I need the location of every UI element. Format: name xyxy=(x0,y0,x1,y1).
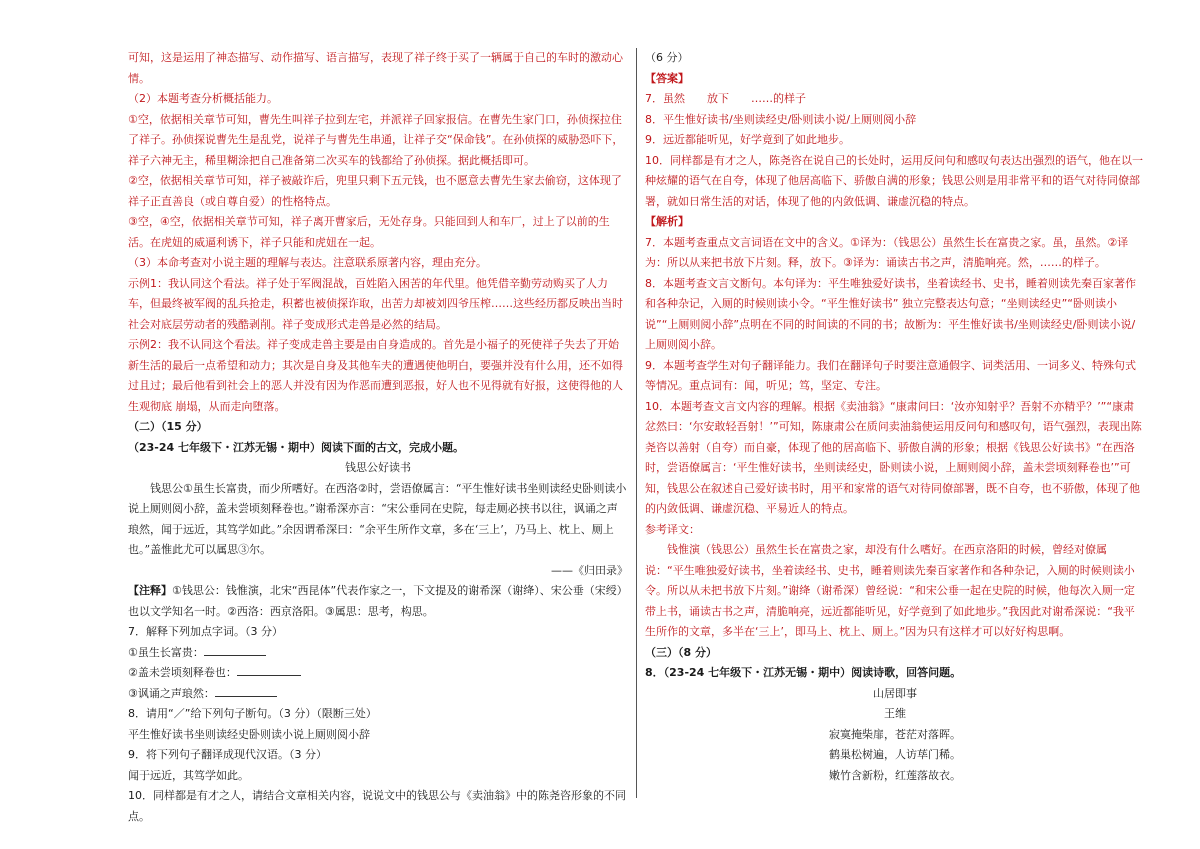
reference-translation: 钱惟演（钱思公）虽然生长在富贵之家，却没有什么嗜好。在西京洛阳的时候，曾经对僚属说：“平生唯独爱好读书，坐着读经书、史书，睡着则读先秦百家著作和各种杂记，入厕的时候则读小令。所以从未把书放下片刻。”谢绛（谢希深）曾经说：“和宋公垂一起在史院的时候，他每次入厕一定带上书，诵读古书之声，清脆响亮，远近都能听见，好学竟到了如此地步。”我因此对谢希深说：“我平生所作的文章，多半在‘三上’，即马上、枕上、厕上。”因为只有这样才可以好好构思啊。 xyxy=(645,543,1135,638)
question-8-text: 平生惟好读书坐则读经史卧则读小说上厕则阅小辞 xyxy=(128,727,370,741)
reference-label: 参考译文： xyxy=(645,522,700,536)
answer-text: ②空，依据相关章节可知，祥子被敲诈后，兜里只剩下五元钱，也不愿意去曹先生家去偷窃，这体现了祥子正直善良（或自尊自爱）的性格特点。 xyxy=(128,174,622,208)
passage-quote: “余平生所作文章，多在‘三上’，乃马上、枕上、厕上也。”盖惟此尤可以属思③尔。 xyxy=(128,522,614,556)
question-7-item xyxy=(128,684,628,705)
answer-text: ①空，依据相关章节可知，曹先生叫祥子拉到左宅，并派祥子回家报信。在曹先生家门口，孙侦探拉住了祥子。孙侦探说曹先生是乱党，说祥子与曹先生串通，让祥子交“保命钱”。在孙侦探的威胁恐吓下，祥子六神无主，稀里糊涂把自己准备第二次买车的钱都给了孙侦探。据此概括即可。 xyxy=(128,112,624,167)
answer-blank[interactable] xyxy=(237,664,301,676)
question-7: 7．解释下列加点字词。（3 分） xyxy=(128,625,283,638)
analysis-7: 7．本题考查重点文言词语在文中的含义。①译为：（钱思公）虽然生长在富贵之家。虽，虽然。②译为：所以从来把书放下片刻。释，放下。③译为：诵读古书之声，清脆响亮。然，……的样子。 xyxy=(645,235,1129,269)
passage-part: 钱思公①虽生长富贵，而少所嗜好。在西洛②时，尝语僚属言： xyxy=(150,481,456,495)
answer-text: （2）本题考查分析概括能力。 xyxy=(128,92,278,105)
right-column xyxy=(645,48,1145,786)
question-9: 9．将下列句子翻译成现代汉语。（3 分） xyxy=(128,748,327,761)
analysis-9: 9．本题考查学生对句子翻译能力。我们在翻译句子时要注意通假字、词类活用、一词多义、特殊句式等情况。重点词有：闻，听见；笃，坚定、专注。 xyxy=(645,358,1136,392)
poem-line: 嫩竹含新粉，红莲落故衣。 xyxy=(829,768,961,782)
passage-title: 钱思公好读书 xyxy=(345,461,411,474)
column-divider xyxy=(636,48,637,798)
section-heading: （二）（15 分） xyxy=(128,420,208,433)
notes-label: 【注释】 xyxy=(128,584,172,597)
item-label: ①虽生长富贵： xyxy=(128,645,204,659)
question-intro: （23-24 七年级下・江苏无锡・期中）阅读下面的古文，完成小题。 xyxy=(128,440,465,454)
analysis-8: 8．本题考查文言文断句。本句译为：平生唯独爱好读书，坐着读经书、史书，睡着则读先秦百家著作和各种杂记，入厕的时候则读小令。“平生惟好读书” 独立完整表达句意；“坐则读经史”“卧则读小说”“上厕则阅小辞”点明在不同的时间读的不同的书；故断为：平生惟好读书/坐则读经史/卧则读小说/上厕则阅小辞。 xyxy=(645,276,1136,351)
poem-title: 山居即事 xyxy=(873,686,917,700)
passage-text xyxy=(128,479,628,561)
poem-line: 鹤巢松树遍，人访荜门稀。 xyxy=(829,748,961,761)
section-heading: （三）（8 分） xyxy=(645,645,717,659)
answer-9: 9．远近都能听见，好学竟到了如此地步。 xyxy=(645,133,850,146)
poem-line: 寂寞掩柴扉，苍茫对落晖。 xyxy=(829,727,961,741)
passage-quote: “平生惟好读书坐则读经史卧则读小说上厕则阅小辞，盖未尝顷刻释卷也。”谢希深亦言： xyxy=(128,481,627,515)
passage-quote: “宋公垂同在史院，每走厕必挟书以往，讽诵之声琅然，闻于远近，其笃学如此。”余因谓希深曰： xyxy=(128,502,618,536)
notes xyxy=(128,581,628,622)
question-8: 8．请用“／”给下列句子断句。（3 分）（限断三处） xyxy=(128,707,377,720)
poem-author: 王维 xyxy=(884,707,906,720)
analysis-10: 10．本题考查文言文内容的理解。根据《卖油翁》“康肃问曰：‘汝亦知射乎？吾射不亦精乎？’”“康肃忿然曰：‘尔安敢轻吾射！’”可知，陈康肃公在质问卖油翁使运用反问句和感叹句，语气强烈，表现出陈尧咨以善射（自夸）而自豪，体现了他的居高临下、骄傲自满的形象；根据《钱思公好读书》“在西洛时，尝语僚属言：‘平生惟好读书，坐则读经史，卧则读小说，上厕则阅小辞，盖未尝顷刻释卷也’”可知，钱思公在叙述自己爱好读书时，用平和家常的语气对待同僚部署，既不自夸，也不骄傲，体现了他的内敛低调、谦虚沉稳、平易近人的特点。 xyxy=(645,399,1142,515)
answer-7: 7．虽然 放下 ……的样子 xyxy=(645,92,806,105)
answer-tag: 【答案】 xyxy=(645,71,689,85)
answer-8: 8．平生惟好读书/坐则读经史/卧则读小说/上厕则阅小辞 xyxy=(645,112,917,126)
left-column xyxy=(128,48,628,827)
answer-blank[interactable] xyxy=(215,685,277,697)
item-label: ②盖未尝顷刻释卷也： xyxy=(128,666,237,679)
answer-10: 10．同样都是有才之人，陈尧咨在说自己的长处时，运用反问句和感叹句表达出强烈的语气，他在以一种炫耀的语气在自夸，体现了他居高临下、骄傲自满的形象；钱思公则是用非常平和的语气对待同僚部署，就如日常生活的对话，体现了他的内敛低调、谦虚沉稳的特点。 xyxy=(645,153,1143,208)
question-10: 10．同样都是有才之人，请结合文章相关内容，说说文中的钱思公与《卖油翁》中的陈尧咨形象的不同点。 xyxy=(128,789,626,823)
notes-body: ①钱思公：钱惟演，北宋“西昆体”代表作家之一，下文提及的谢希深（谢绛）、宋公垂（宋绶）也以文学知名一时。②西洛：西京洛阳。③属思：思考，构思。 xyxy=(128,584,628,618)
question-7-item xyxy=(128,643,628,664)
answer-text: 可知，这是运用了神态描写、动作描写、语言描写，表现了祥子终于买了一辆属于自己的车时的激动心情。 xyxy=(128,51,623,85)
score-label: （6 分） xyxy=(645,51,689,64)
answer-text: ③空，④空，依据相关章节可知，祥子离开曹家后，无处存身。只能回到人和车厂，过上了以前的生活。在虎妞的威逼利诱下，祥子只能和虎妞在一起。 xyxy=(128,215,610,249)
analysis-tag: 【解析】 xyxy=(645,215,689,228)
answer-text: （3）本命考查对小说主题的理解与表达。注意联系原著内容，理由充分。 xyxy=(128,256,487,269)
question-9-text: 闻于远近，其笃学如此。 xyxy=(128,768,249,782)
passage-source: ——《归田录》 xyxy=(551,563,628,577)
answer-text: 示例2：我不认同这个看法。祥子变成走兽主要是由自身造成的。首先是小福子的死使祥子失去了开始新生活的最后一点希望和动力；其次是自身及其他车夫的遭遇使他明白，要强并没有什么用，还不如得过且过；最后他看到社会上的恶人并没有因为作恶而遭到恶报，好人也不见得就有好报，这使得他的人生观彻底 崩塌，从而走向堕落。 xyxy=(128,338,623,413)
question-7-item xyxy=(128,663,628,684)
answer-blank[interactable] xyxy=(204,644,266,656)
answer-text: 示例1：我认同这个看法。祥子处于军阀混战，百姓陷入困苦的年代里。他凭借辛勤劳动购买了人力车，但最终被军阀的乱兵抢走，积蓄也被侦探诈取，出苦力却被刘四爷压榨……这些经历都反映出当时社会对底层劳动者的残酷剥削。祥子变成形式走兽是必然的结局。 xyxy=(128,276,623,331)
poem-question: 8．（23-24 七年级下・江苏无锡・期中）阅读诗歌，回答问题。 xyxy=(645,666,962,679)
item-label: ③讽诵之声琅然： xyxy=(128,686,215,700)
